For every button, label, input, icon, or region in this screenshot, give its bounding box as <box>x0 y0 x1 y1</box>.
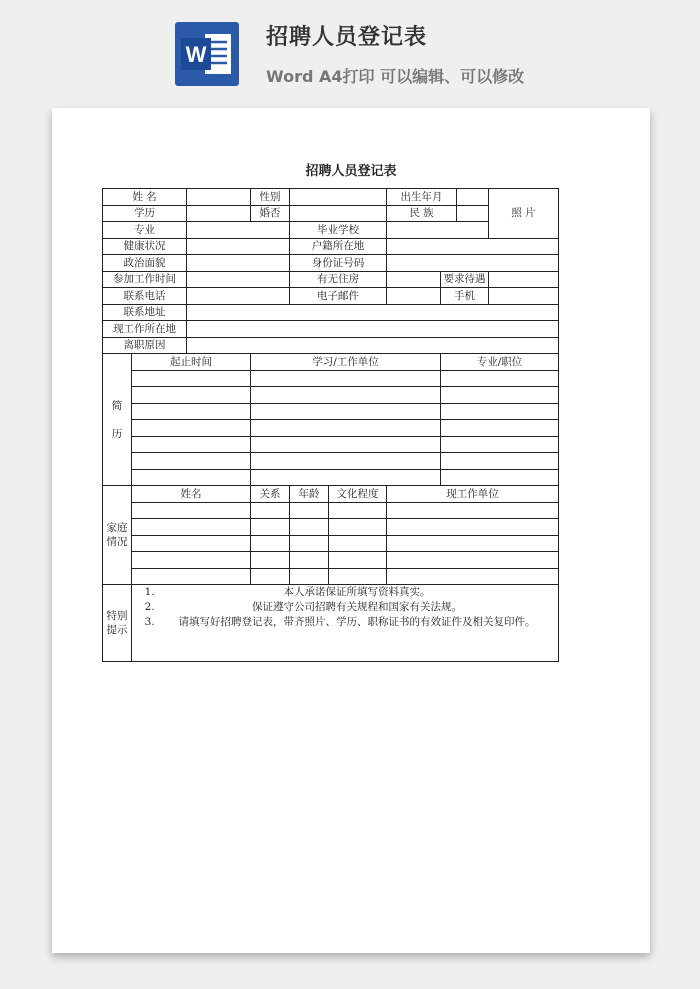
resume-row <box>103 420 559 437</box>
family-age-cell[interactable] <box>290 535 329 552</box>
resume-period-cell[interactable] <box>132 469 251 486</box>
document-page <box>52 108 650 953</box>
input-education[interactable] <box>187 205 251 222</box>
resume-position-cell[interactable] <box>441 420 559 437</box>
label-school: 毕业学校 <box>290 222 387 239</box>
family-age-cell[interactable] <box>290 568 329 585</box>
input-politics[interactable] <box>187 255 290 272</box>
label-ethnicity: 民 族 <box>387 205 457 222</box>
resume-position-cell[interactable] <box>441 403 559 420</box>
resume-row <box>103 387 559 404</box>
notes-section-label <box>103 585 132 662</box>
input-leave-reason[interactable] <box>187 337 559 354</box>
label-work-start: 参加工作时间 <box>103 271 187 288</box>
input-salary[interactable] <box>489 271 559 288</box>
resume-period-cell[interactable] <box>132 403 251 420</box>
label-gender: 性别 <box>251 189 290 206</box>
family-col-education: 文化程度 <box>329 486 387 503</box>
svg-text:W: W <box>185 42 207 67</box>
family-age-cell[interactable] <box>290 552 329 569</box>
resume-col-unit: 学习/工作单位 <box>251 354 441 371</box>
family-col-name: 姓名 <box>132 486 251 503</box>
resume-unit-cell[interactable] <box>251 403 441 420</box>
label-birth: 出生年月 <box>387 189 457 206</box>
family-label-2: 情况 <box>106 536 128 548</box>
resume-position-cell[interactable] <box>441 387 559 404</box>
input-hukou[interactable] <box>387 238 559 255</box>
resume-unit-cell[interactable] <box>251 370 441 387</box>
family-unit-cell[interactable] <box>387 568 559 585</box>
input-school[interactable] <box>387 222 489 239</box>
label-mobile: 手机 <box>441 288 489 305</box>
resume-period-cell[interactable] <box>132 436 251 453</box>
input-name[interactable] <box>187 189 251 206</box>
resume-period-cell[interactable] <box>132 370 251 387</box>
family-age-cell[interactable] <box>290 502 329 519</box>
document-title: 招聘人员登记表 <box>305 164 397 179</box>
notes-label-1: 特别 <box>106 610 128 622</box>
resume-unit-cell[interactable] <box>251 420 441 437</box>
label-address: 联系地址 <box>103 304 187 321</box>
resume-period-cell[interactable] <box>132 387 251 404</box>
note-item-2: 2. 保证遵守公司招聘有关规程和国家有关法规。 <box>158 600 556 615</box>
resume-row <box>103 370 559 387</box>
input-work-start[interactable] <box>187 271 290 288</box>
family-col-relation: 关系 <box>251 486 290 503</box>
family-education-cell[interactable] <box>329 519 387 536</box>
family-unit-cell[interactable] <box>387 552 559 569</box>
label-housing: 有无住房 <box>290 271 387 288</box>
family-name-cell[interactable] <box>132 519 251 536</box>
page-header <box>0 0 700 100</box>
label-politics: 政治面貌 <box>103 255 187 272</box>
input-marital[interactable] <box>290 205 387 222</box>
resume-unit-cell[interactable] <box>251 453 441 470</box>
input-id-number[interactable] <box>387 255 559 272</box>
input-birth[interactable] <box>457 189 489 206</box>
family-relation-cell[interactable] <box>251 535 290 552</box>
family-row <box>103 552 559 569</box>
family-education-cell[interactable] <box>329 502 387 519</box>
family-unit-cell[interactable] <box>387 519 559 536</box>
input-gender[interactable] <box>290 189 387 206</box>
resume-unit-cell[interactable] <box>251 387 441 404</box>
resume-period-cell[interactable] <box>132 420 251 437</box>
notes-label-2: 提示 <box>106 624 128 636</box>
label-name: 姓 名 <box>103 189 187 206</box>
family-section-label <box>103 486 132 585</box>
photo-cell[interactable]: 照 片 <box>489 189 559 239</box>
notes-list <box>134 585 556 630</box>
family-row <box>103 535 559 552</box>
label-phone: 联系电话 <box>103 288 187 305</box>
family-row <box>103 502 559 519</box>
family-row <box>103 568 559 585</box>
notes-content <box>132 585 559 662</box>
family-education-cell[interactable] <box>329 535 387 552</box>
input-health[interactable] <box>187 238 290 255</box>
family-row <box>103 519 559 536</box>
label-hukou: 户籍所在地 <box>290 238 387 255</box>
input-major[interactable] <box>187 222 290 239</box>
label-leave-reason: 离职原因 <box>103 337 187 354</box>
family-age-cell[interactable] <box>290 519 329 536</box>
resume-col-position: 专业/职位 <box>441 354 559 371</box>
resume-row <box>103 453 559 470</box>
input-housing[interactable] <box>387 271 441 288</box>
family-name-cell[interactable] <box>132 535 251 552</box>
resume-position-cell[interactable] <box>441 453 559 470</box>
resume-unit-cell[interactable] <box>251 436 441 453</box>
family-unit-cell[interactable] <box>387 502 559 519</box>
resume-period-cell[interactable] <box>132 453 251 470</box>
header-title: 招聘人员登记表 <box>266 25 428 50</box>
input-address[interactable] <box>187 304 559 321</box>
resume-position-cell[interactable] <box>441 436 559 453</box>
resume-row <box>103 436 559 453</box>
label-id-number: 身份证号码 <box>290 255 387 272</box>
note-item-3: 3. 请填写好招聘登记表，带齐照片、学历、职称证书的有效证件及相关复印件。 <box>158 615 556 630</box>
input-mobile[interactable] <box>489 288 559 305</box>
family-education-cell[interactable] <box>329 552 387 569</box>
family-relation-cell[interactable] <box>251 552 290 569</box>
label-email: 电子邮件 <box>290 288 387 305</box>
resume-row <box>103 469 559 486</box>
resume-label-2: 历 <box>111 427 123 440</box>
header-subtitle: Word A4打印 可以编辑、可以修改 <box>266 67 525 86</box>
label-education: 学历 <box>103 205 187 222</box>
label-health: 健康状况 <box>103 238 187 255</box>
family-col-unit: 现工作单位 <box>387 486 559 503</box>
resume-unit-cell[interactable] <box>251 469 441 486</box>
family-education-cell[interactable] <box>329 568 387 585</box>
resume-label-1: 简 <box>111 399 123 412</box>
resume-col-period: 起止时间 <box>132 354 251 371</box>
label-salary: 要求待遇 <box>441 271 489 288</box>
resume-section-label <box>103 354 132 486</box>
family-col-age: 年龄 <box>290 486 329 503</box>
resume-position-cell[interactable] <box>441 469 559 486</box>
registration-form-table <box>102 188 559 662</box>
resume-row <box>103 403 559 420</box>
input-ethnicity[interactable] <box>457 205 489 222</box>
family-relation-cell[interactable] <box>251 519 290 536</box>
family-name-cell[interactable] <box>132 552 251 569</box>
family-relation-cell[interactable] <box>251 568 290 585</box>
family-name-cell[interactable] <box>132 502 251 519</box>
input-email[interactable] <box>387 288 441 305</box>
label-current-location: 现工作所在地 <box>103 321 187 338</box>
family-relation-cell[interactable] <box>251 502 290 519</box>
input-phone[interactable] <box>187 288 290 305</box>
label-marital: 婚否 <box>251 205 290 222</box>
family-unit-cell[interactable] <box>387 535 559 552</box>
resume-position-cell[interactable] <box>441 370 559 387</box>
note-item-1: 1. 本人承诺保证所填写资料真实。 <box>158 585 556 600</box>
family-label-1: 家庭 <box>106 522 128 534</box>
input-current-location[interactable] <box>187 321 559 338</box>
word-icon <box>175 22 239 86</box>
label-major: 专业 <box>103 222 187 239</box>
family-name-cell[interactable] <box>132 568 251 585</box>
